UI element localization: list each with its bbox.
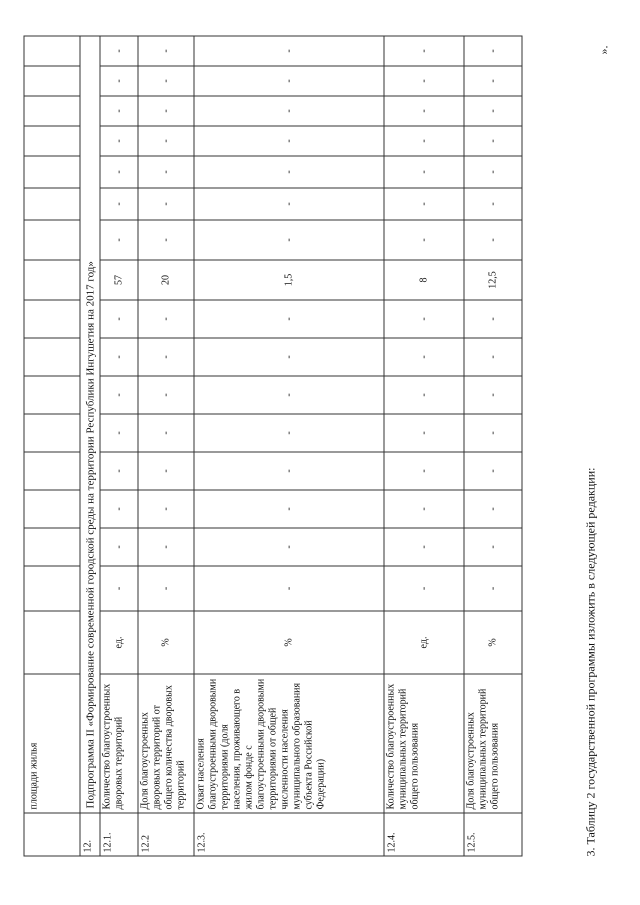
row-number: 12.3.: [194, 813, 384, 856]
value-cell: -: [138, 566, 194, 611]
value-cell: -: [138, 300, 194, 338]
unit-cell: ед.: [384, 611, 464, 674]
value-cell: -: [194, 376, 384, 414]
value-cell: -: [464, 126, 522, 156]
value-cell: -: [100, 300, 138, 338]
empty-cell: [24, 220, 80, 260]
closing-quote: ».: [596, 45, 611, 55]
table-row: [384, 36, 464, 856]
value-cell: -: [194, 96, 384, 126]
value-cell: -: [194, 188, 384, 220]
value-cell: -: [384, 338, 464, 376]
table-body: [24, 36, 522, 856]
value-cell: -: [464, 188, 522, 220]
unit-cell: %: [138, 611, 194, 674]
empty-cell: [24, 611, 80, 674]
empty-cell: [24, 126, 80, 156]
value-cell: -: [384, 36, 464, 66]
value-cell: -: [100, 156, 138, 188]
value-cell: -: [100, 452, 138, 490]
value-cell: -: [384, 156, 464, 188]
table-row: [464, 36, 522, 856]
value-cell: -: [194, 126, 384, 156]
value-cell: -: [194, 66, 384, 96]
value-cell: 12,5: [464, 260, 522, 300]
empty-cell: [24, 66, 80, 96]
value-cell: -: [384, 452, 464, 490]
value-cell: 57: [100, 260, 138, 300]
value-cell: -: [100, 528, 138, 566]
value-cell: -: [194, 490, 384, 528]
value-cell: -: [138, 338, 194, 376]
value-cell: -: [138, 528, 194, 566]
value-cell: -: [194, 338, 384, 376]
value-cell: -: [464, 338, 522, 376]
value-cell: -: [100, 36, 138, 66]
row-number: 12.5.: [464, 813, 522, 856]
unit-cell: ед.: [100, 611, 138, 674]
value-cell: -: [138, 414, 194, 452]
indicator-name: Количество благоустроенных дворовых территорий: [100, 674, 138, 813]
value-cell: -: [194, 300, 384, 338]
value-cell: -: [100, 338, 138, 376]
empty-cell: [24, 300, 80, 338]
value-cell: -: [384, 66, 464, 96]
empty-cell: [24, 528, 80, 566]
value-cell: -: [194, 528, 384, 566]
value-cell: -: [464, 36, 522, 66]
value-cell: -: [384, 188, 464, 220]
empty-cell: [24, 36, 80, 66]
value-cell: -: [138, 156, 194, 188]
value-cell: -: [464, 414, 522, 452]
empty-cell: [24, 566, 80, 611]
section-header-row: [80, 36, 100, 856]
section-number: 12.: [80, 813, 100, 856]
value-cell: -: [194, 566, 384, 611]
value-cell: 20: [138, 260, 194, 300]
value-cell: -: [464, 490, 522, 528]
value-cell: -: [384, 490, 464, 528]
value-cell: -: [464, 300, 522, 338]
empty-cell: [24, 376, 80, 414]
value-cell: -: [464, 566, 522, 611]
table-row-top: [24, 36, 80, 856]
value-cell: -: [138, 376, 194, 414]
value-cell: -: [138, 36, 194, 66]
value-cell: -: [464, 66, 522, 96]
value-cell: -: [464, 156, 522, 188]
value-cell: -: [384, 126, 464, 156]
empty-cell: [24, 452, 80, 490]
value-cell: -: [464, 376, 522, 414]
empty-cell: [24, 338, 80, 376]
indicator-name: Доля благоустроенных муниципальных территорий общего пользования: [464, 674, 522, 813]
row-number: 12.1.: [100, 813, 138, 856]
value-cell: -: [100, 414, 138, 452]
value-cell: 1,5: [194, 260, 384, 300]
value-cell: -: [100, 66, 138, 96]
value-cell: -: [138, 452, 194, 490]
value-cell: 8: [384, 260, 464, 300]
empty-cell: [24, 96, 80, 126]
amendment-caption: 3. Таблицу 2 государственной программы изложить в следующей редакции:: [583, 467, 598, 857]
empty-cell: [24, 414, 80, 452]
value-cell: -: [384, 376, 464, 414]
rotated-page: [1, 0, 640, 905]
value-cell: -: [100, 188, 138, 220]
value-cell: -: [194, 414, 384, 452]
indicator-name: Количество благоустроенных муниципальных территорий общего пользования: [384, 674, 464, 813]
indicator-name: Охват населения благоустроенными дворовыми территориями (доля населения, проживающего в жилом фонде с благоустроенными дворовыми территориями от общей численности населения муниципального образования субъекта Российской Федерации): [194, 674, 384, 813]
empty-cell: [24, 156, 80, 188]
value-cell: -: [464, 220, 522, 260]
empty-cell: [24, 260, 80, 300]
value-cell: -: [384, 96, 464, 126]
row-name: площади жилья: [24, 674, 80, 813]
table-row: [100, 36, 138, 856]
row-number: 12.4.: [384, 813, 464, 856]
value-cell: -: [138, 126, 194, 156]
value-cell: -: [100, 566, 138, 611]
value-cell: -: [384, 300, 464, 338]
value-cell: -: [194, 220, 384, 260]
value-cell: -: [384, 528, 464, 566]
value-cell: -: [100, 126, 138, 156]
value-cell: -: [138, 220, 194, 260]
indicators-table: [24, 36, 523, 857]
indicator-name: Доля благоустроенных дворовых территорий от общего количества дворовых территорий: [138, 674, 194, 813]
value-cell: -: [138, 96, 194, 126]
value-cell: -: [194, 452, 384, 490]
table-row: [138, 36, 194, 856]
empty-cell: [24, 490, 80, 528]
unit-cell: %: [464, 611, 522, 674]
value-cell: -: [100, 376, 138, 414]
value-cell: -: [194, 156, 384, 188]
value-cell: -: [138, 188, 194, 220]
row-number: [24, 813, 80, 856]
value-cell: -: [100, 490, 138, 528]
value-cell: -: [384, 220, 464, 260]
unit-cell: %: [194, 611, 384, 674]
value-cell: -: [194, 36, 384, 66]
row-number: 12.2: [138, 813, 194, 856]
table-row: [194, 36, 384, 856]
value-cell: -: [464, 528, 522, 566]
value-cell: -: [100, 220, 138, 260]
value-cell: -: [138, 66, 194, 96]
section-title: Подпрограмма II «Формирование современной городской среды на территории Республики Ингушетия на 2017 год»: [80, 36, 100, 813]
value-cell: -: [464, 452, 522, 490]
empty-cell: [24, 188, 80, 220]
value-cell: -: [384, 566, 464, 611]
value-cell: -: [100, 96, 138, 126]
value-cell: -: [464, 96, 522, 126]
value-cell: -: [384, 414, 464, 452]
value-cell: -: [138, 490, 194, 528]
